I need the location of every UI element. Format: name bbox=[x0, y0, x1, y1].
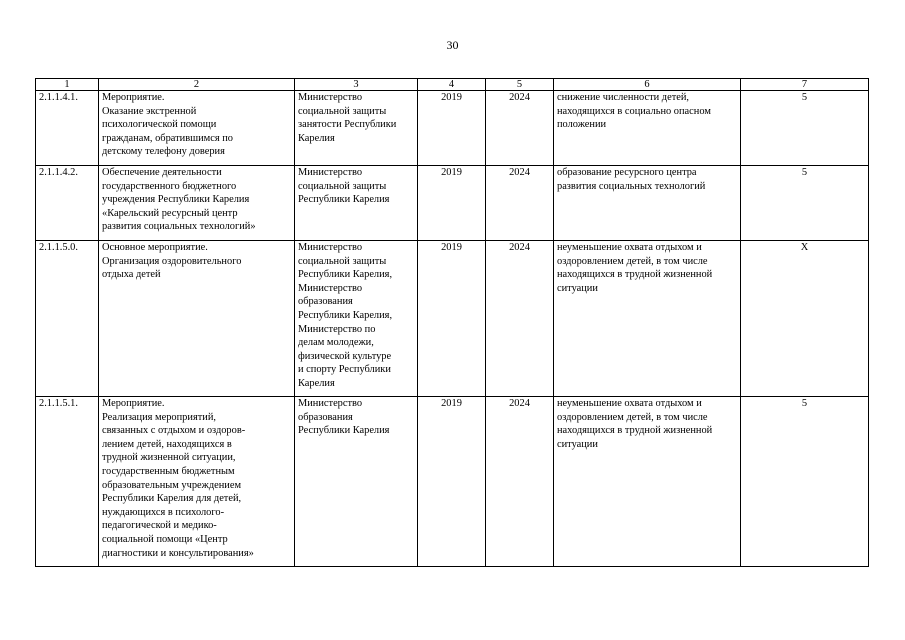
indicator-value-cell: 5 bbox=[741, 91, 869, 166]
event-name-cell-line: Мероприятие. bbox=[102, 398, 165, 409]
column-number: 4 bbox=[418, 79, 486, 91]
executor-cell-line: Министерство bbox=[298, 167, 363, 178]
event-name-cell-line: Реализация мероприятий, bbox=[102, 411, 216, 423]
end-year-cell: 2024 bbox=[486, 166, 554, 241]
event-name-cell bbox=[99, 241, 295, 397]
event-name-cell-line: нуждающихся в психолого- bbox=[102, 506, 225, 518]
executor-cell-line: Министерство bbox=[298, 242, 363, 253]
executor-cell-line: Министерство bbox=[298, 398, 363, 409]
table-row bbox=[36, 91, 869, 166]
event-name-cell-line: Обеспечение деятельности bbox=[102, 167, 222, 178]
executor-cell-line: Карелия bbox=[298, 132, 335, 144]
end-year-cell: 2024 bbox=[486, 241, 554, 397]
executor-cell bbox=[295, 397, 418, 567]
column-number: 6 bbox=[554, 79, 741, 91]
event-name-cell-line: психологической помощи bbox=[102, 119, 217, 131]
result-cell bbox=[554, 241, 741, 397]
event-name-cell bbox=[99, 91, 295, 166]
executor-cell bbox=[295, 91, 418, 166]
program-table bbox=[35, 78, 869, 567]
event-name-cell-line: образовательным учреждением bbox=[102, 479, 242, 491]
column-number: 7 bbox=[741, 79, 869, 91]
result-cell-line: ситуации bbox=[557, 438, 598, 450]
table-row bbox=[36, 241, 869, 397]
result-cell-line: оздоровлением детей, в том числе bbox=[557, 411, 708, 423]
row-code-cell: 2.1.1.4.1. bbox=[36, 91, 99, 166]
executor-cell-line: социальной защиты bbox=[298, 105, 387, 117]
end-year-cell: 2024 bbox=[486, 91, 554, 166]
result-cell bbox=[554, 166, 741, 241]
result-cell-line: развития социальных технологий bbox=[557, 180, 706, 192]
result-cell-line: положении bbox=[557, 119, 607, 131]
event-name-cell-line: развития социальных технологий» bbox=[102, 221, 256, 233]
result-cell-line: находящихся в трудной жизненной bbox=[557, 425, 713, 437]
executor-cell-line: образования bbox=[298, 296, 353, 308]
event-name-cell-line: Основное мероприятие. bbox=[102, 242, 208, 253]
executor-cell-line: образования bbox=[298, 411, 353, 423]
page-number: 30 bbox=[446, 38, 459, 52]
event-name-cell-line: трудной жизненной ситуации, bbox=[102, 452, 236, 464]
table-row bbox=[36, 397, 869, 567]
executor-cell-line: Республики Карелия, bbox=[298, 309, 393, 321]
event-name-cell-line: государственного бюджетного bbox=[102, 180, 237, 192]
executor-cell-line: Министерство bbox=[298, 92, 363, 103]
column-number: 5 bbox=[486, 79, 554, 91]
event-name-cell-line: учреждения Республики Карелия bbox=[102, 194, 250, 206]
event-name-cell bbox=[99, 397, 295, 567]
result-cell-line: снижение численности детей, bbox=[557, 92, 690, 103]
result-cell-line: ситуации bbox=[557, 282, 598, 294]
row-code-cell: 2.1.1.5.0. bbox=[36, 241, 99, 397]
start-year-cell: 2019 bbox=[418, 166, 486, 241]
result-cell-line: образование ресурсного центра bbox=[557, 167, 697, 178]
executor-cell-line: Министерство bbox=[298, 282, 363, 294]
row-code-cell: 2.1.1.4.2. bbox=[36, 166, 99, 241]
column-number: 2 bbox=[99, 79, 295, 91]
event-name-cell-line: диагностики и консультирования» bbox=[102, 547, 254, 559]
column-number-row bbox=[36, 79, 869, 91]
executor-cell-line: Республики Карелия, bbox=[298, 269, 393, 281]
event-name-cell-line: детскому телефону доверия bbox=[102, 146, 225, 158]
executor-cell-line: Карелия bbox=[298, 377, 335, 389]
event-name-cell-line: Организация оздоровительного bbox=[102, 255, 242, 267]
result-cell bbox=[554, 397, 741, 567]
event-name-cell-line: гражданам, обратившимся по bbox=[102, 132, 233, 144]
executor-cell-line: и спорту Республики bbox=[298, 364, 391, 376]
event-name-cell-line: Республики Карелия для детей, bbox=[102, 493, 242, 505]
event-name-cell-line: Оказание экстренной bbox=[102, 105, 197, 117]
executor-cell-line: социальной защиты bbox=[298, 180, 387, 192]
result-cell-line: неуменьшение охвата отдыхом и bbox=[557, 398, 702, 409]
event-name-cell-line: связанных с отдыхом и оздоров- bbox=[102, 425, 246, 437]
result-cell-line: находящихся в трудной жизненной bbox=[557, 269, 713, 281]
result-cell-line: оздоровлением детей, в том числе bbox=[557, 255, 708, 267]
executor-cell bbox=[295, 241, 418, 397]
table-body bbox=[36, 79, 869, 567]
column-number: 1 bbox=[36, 79, 99, 91]
event-name-cell-line: отдыха детей bbox=[102, 269, 161, 281]
executor-cell-line: социальной защиты bbox=[298, 255, 387, 267]
executor-cell bbox=[295, 166, 418, 241]
indicator-value-cell: 5 bbox=[741, 397, 869, 567]
executor-cell-line: Министерство по bbox=[298, 323, 376, 335]
executor-cell-line: Республики Карелия bbox=[298, 425, 390, 437]
event-name-cell-line: государственным бюджетным bbox=[102, 465, 235, 477]
event-name-cell-line: «Карельский ресурсный центр bbox=[102, 207, 238, 219]
start-year-cell: 2019 bbox=[418, 241, 486, 397]
event-name-cell-line: лением детей, находящихся в bbox=[102, 438, 232, 450]
event-name-cell-line: педагогической и медико- bbox=[102, 520, 217, 532]
start-year-cell: 2019 bbox=[418, 91, 486, 166]
end-year-cell: 2024 bbox=[486, 397, 554, 567]
executor-cell-line: занятости Республики bbox=[298, 119, 397, 131]
event-name-cell bbox=[99, 166, 295, 241]
start-year-cell: 2019 bbox=[418, 397, 486, 567]
result-cell-line: находящихся в социально опасном bbox=[557, 105, 711, 117]
column-number: 3 bbox=[295, 79, 418, 91]
row-code-cell: 2.1.1.5.1. bbox=[36, 397, 99, 567]
table-row bbox=[36, 166, 869, 241]
indicator-value-cell: Х bbox=[741, 241, 869, 397]
event-name-cell-line: Мероприятие. bbox=[102, 92, 165, 103]
executor-cell-line: Республики Карелия bbox=[298, 194, 390, 206]
result-cell bbox=[554, 91, 741, 166]
result-cell-line: неуменьшение охвата отдыхом и bbox=[557, 242, 702, 253]
indicator-value-cell: 5 bbox=[741, 166, 869, 241]
event-name-cell-line: социальной помощи «Центр bbox=[102, 533, 228, 545]
executor-cell-line: делам молодежи, bbox=[298, 337, 374, 349]
executor-cell-line: физической культуре bbox=[298, 350, 392, 362]
